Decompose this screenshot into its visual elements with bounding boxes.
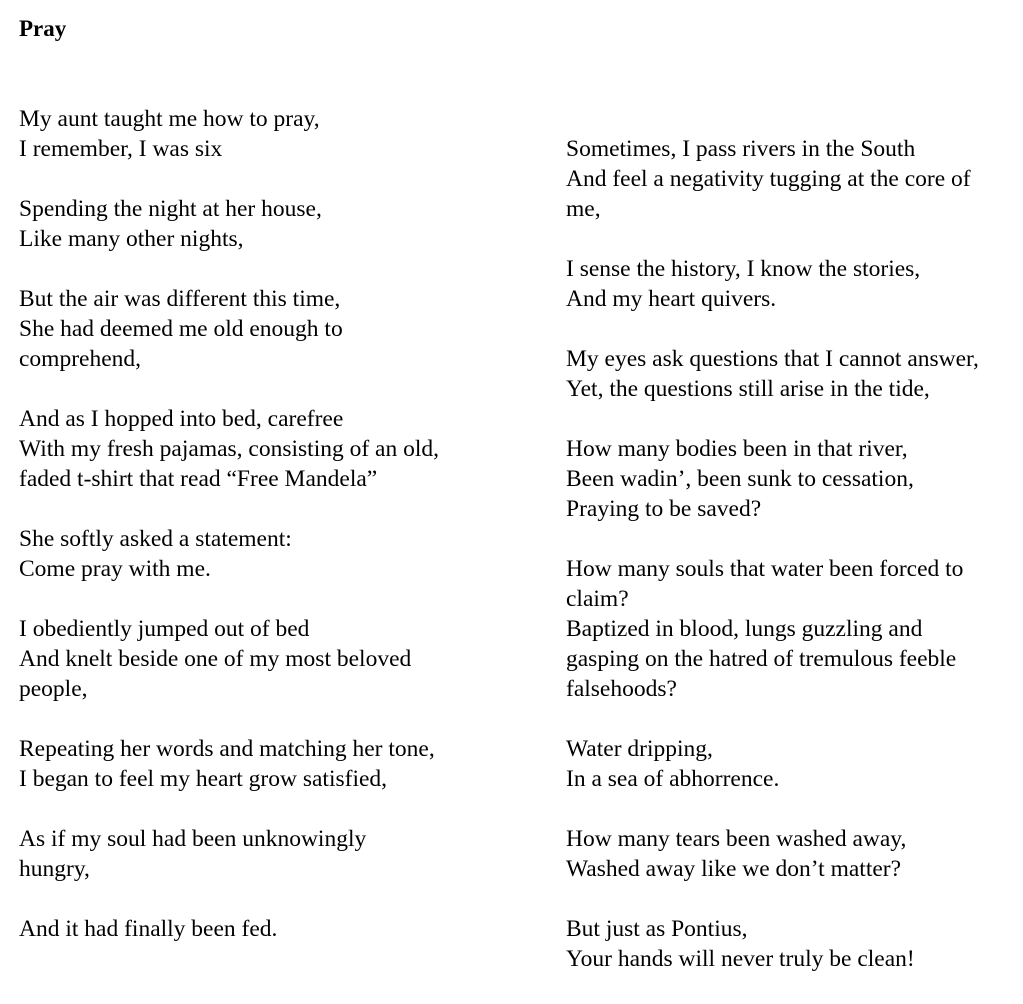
stanza	[566, 254, 979, 314]
poem-title: Pray	[19, 16, 67, 41]
poem-line: She softly asked a statement:	[19, 526, 292, 552]
stanza	[19, 194, 439, 254]
poem-line: In a sea of abhorrence.	[566, 766, 780, 792]
stanza	[19, 824, 439, 884]
poem-line: As if my soul had been unknowingly	[19, 826, 367, 852]
stanza	[19, 404, 439, 494]
stanza	[19, 914, 439, 944]
stanza	[19, 524, 439, 584]
poem-line: I obediently jumped out of bed	[19, 616, 310, 642]
poem-line: hungry,	[19, 856, 90, 882]
poem-line: Been wadin’, been sunk to cessation,	[566, 466, 914, 492]
poem-line: Spending the night at her house,	[19, 196, 322, 222]
poem-line: And feel a negativity tugging at the core of	[566, 166, 971, 192]
poem-line: claim?	[566, 586, 629, 612]
poem-line: faded t-shirt that read “Free Mandela”	[19, 466, 378, 492]
stanza	[566, 344, 979, 404]
stanza	[19, 284, 439, 374]
poem-line: Sometimes, I pass rivers in the South	[566, 136, 916, 162]
stanza	[566, 554, 979, 704]
poem-line: Like many other nights,	[19, 226, 244, 252]
stanza	[566, 434, 979, 524]
poem-line: How many souls that water been forced to	[566, 556, 964, 582]
poem-line: She had deemed me old enough to	[19, 316, 343, 342]
poem-line: And knelt beside one of my most beloved	[19, 646, 412, 672]
poem-line: And as I hopped into bed, carefree	[19, 406, 344, 432]
poem-line: people,	[19, 676, 88, 702]
poem-line: gasping on the hatred of tremulous feeble	[566, 646, 957, 672]
poem-line: falsehoods?	[566, 676, 677, 702]
poem-line: Repeating her words and matching her tone,	[19, 736, 435, 762]
poem-line: And it had finally been fed.	[19, 916, 278, 942]
stanza	[19, 614, 439, 704]
poem-line: Baptized in blood, lungs guzzling and	[566, 616, 923, 642]
poem-line: How many tears been washed away,	[566, 826, 907, 852]
stanza	[566, 134, 979, 224]
stanza	[566, 734, 979, 794]
poem-line: Come pray with me.	[19, 556, 211, 582]
stanza	[19, 734, 439, 794]
poem-line: me,	[566, 196, 601, 222]
poem-left-column	[19, 104, 439, 974]
poem-line: Water dripping,	[566, 736, 713, 762]
poem-line: And my heart quivers.	[566, 286, 777, 312]
poem-line: But the air was different this time,	[19, 286, 341, 312]
poem-line: Washed away like we don’t matter?	[566, 856, 902, 882]
poem-line: Praying to be saved?	[566, 496, 762, 522]
poem-line: I sense the history, I know the stories,	[566, 256, 921, 282]
poem-line: My eyes ask questions that I cannot answer,	[566, 346, 979, 372]
poem-line: How many bodies been in that river,	[566, 436, 908, 462]
stanza	[19, 104, 439, 164]
poem-right-column	[566, 134, 979, 1004]
stanza	[566, 824, 979, 884]
poem-line: With my fresh pajamas, consisting of an old,	[19, 436, 440, 462]
poem-line: My aunt taught me how to pray,	[19, 106, 320, 132]
poem-line: Your hands will never truly be clean!	[566, 946, 915, 972]
poem-line: I remember, I was six	[19, 136, 223, 162]
poem-line: Yet, the questions still arise in the tide,	[566, 376, 930, 402]
poem-line: I began to feel my heart grow satisfied,	[19, 766, 388, 792]
poem-line: But just as Pontius,	[566, 916, 748, 942]
poem-line: comprehend,	[19, 346, 142, 372]
stanza	[566, 914, 979, 974]
